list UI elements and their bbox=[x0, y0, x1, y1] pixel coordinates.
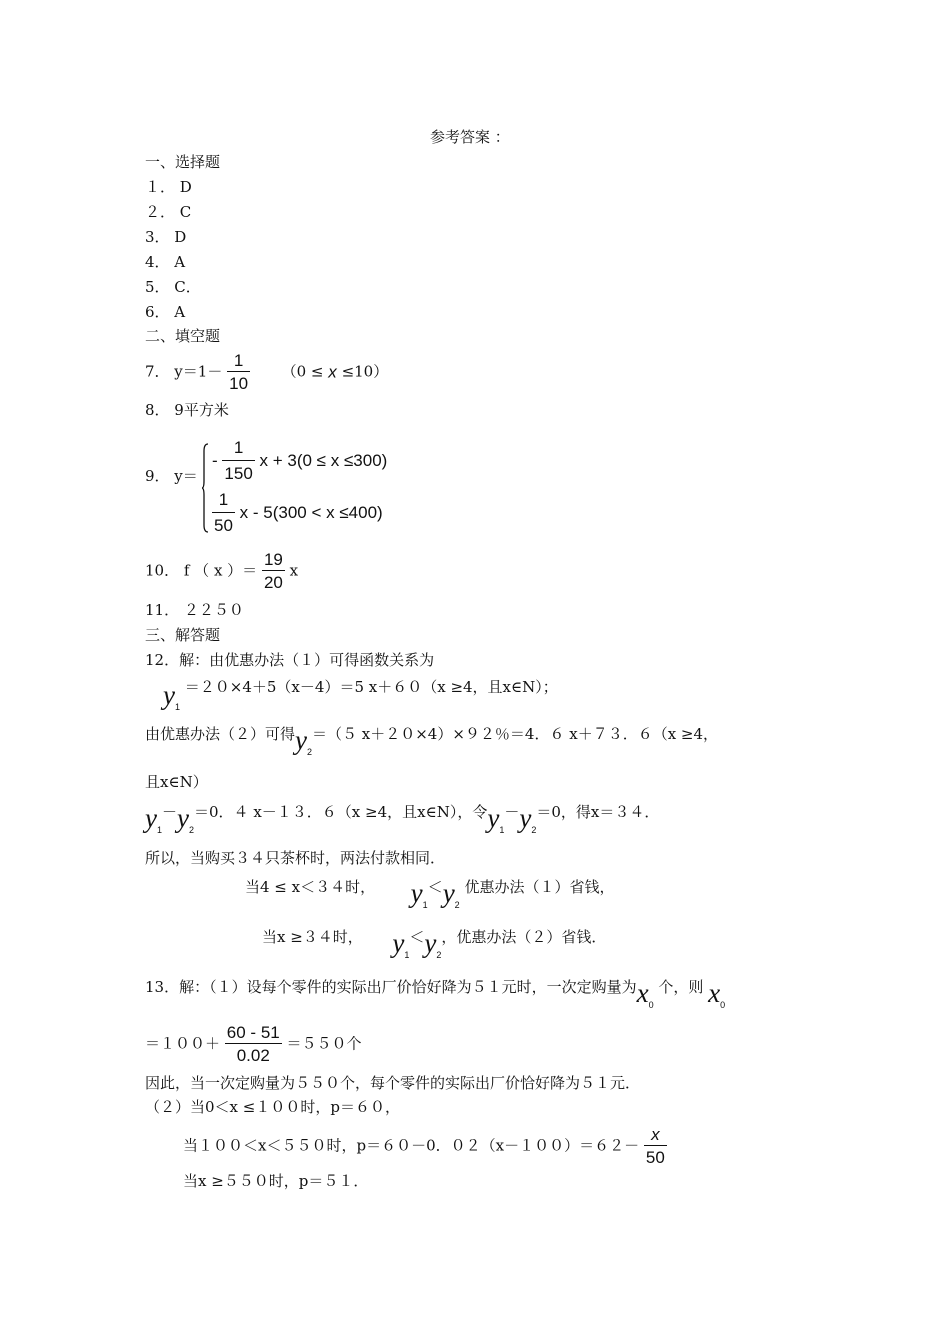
answer-7-fraction bbox=[227, 352, 250, 392]
answer-9-case-2-denominator: 50 bbox=[214, 516, 233, 535]
q13-line-2 bbox=[145, 1024, 362, 1064]
answer-9-case-2-fraction bbox=[212, 490, 235, 536]
answer-9-case-1-numerator: 1 bbox=[222, 438, 254, 461]
answer-9-case-1-sign: - bbox=[212, 451, 218, 470]
y-variable: y bbox=[145, 803, 157, 833]
answer-8: 8． 9平方米 bbox=[145, 401, 229, 419]
y-variable: y bbox=[442, 878, 455, 908]
left-brace-icon bbox=[202, 443, 208, 533]
q12-line-1-text: ＝２０×4＋5（x－4）＝5 x＋６０（x ≥4，且x∈N）； bbox=[184, 678, 558, 696]
q12-line-6 bbox=[245, 880, 614, 910]
q12-line-7-post: ，优惠办法（２）省钱． bbox=[441, 928, 607, 946]
subscript: 1 bbox=[156, 825, 162, 835]
q12-line-7 bbox=[262, 930, 606, 960]
q13-intro: 13．解：（１）设每个零件的实际出厂价恰好降为５１元时，一次定购量为 bbox=[145, 978, 637, 996]
y-variable: y bbox=[410, 878, 423, 908]
q12-line-4-text-a: ＝0．４ x－１３．６（x ≥4，且x∈N），令 bbox=[194, 803, 488, 821]
q12-line-6-pre: 当4 ≤ x＜３４时， bbox=[245, 878, 376, 896]
answer-2: ２． C bbox=[145, 203, 192, 221]
subscript: 2 bbox=[436, 950, 442, 960]
q12-line-2 bbox=[145, 727, 718, 757]
q12-line-4 bbox=[145, 805, 659, 835]
q12-line-7-pre: 当x ≥３４时， bbox=[262, 928, 363, 946]
q12-line-4-text-b: ＝0，得x＝３４． bbox=[536, 803, 660, 821]
answer-10-suffix: x bbox=[289, 561, 299, 580]
subscript: 1 bbox=[174, 702, 180, 712]
x-variable: x bbox=[708, 978, 721, 1008]
q13-line-4: （２）当0＜x ≤１００时，p＝６０， bbox=[145, 1098, 400, 1116]
answer-9-case-1-fraction bbox=[222, 438, 254, 484]
q13-line-5-pre: 当１００＜x＜５５０时，p＝６０－0．０２（x－１００）＝６２－ bbox=[183, 1136, 640, 1155]
q13-equation-post: ＝５５０个 bbox=[286, 1034, 362, 1053]
answer-7-condition-open: （0 ≤ bbox=[281, 362, 324, 381]
less-than-sign: ＜ bbox=[409, 928, 425, 946]
y-variable: y bbox=[163, 680, 175, 710]
minus-sign: － bbox=[504, 803, 520, 821]
subscript: 2 bbox=[531, 825, 537, 835]
page-title: 参考答案 ： bbox=[430, 128, 510, 146]
answer-10-prefix: 10． f （ x ）＝ bbox=[145, 561, 258, 580]
subscript: 1 bbox=[499, 825, 505, 835]
q13-denominator: 0.02 bbox=[236, 1046, 270, 1065]
x-variable: x bbox=[636, 978, 649, 1008]
subscript: 2 bbox=[307, 747, 313, 757]
q12-intro: 12．解：由优惠办法（１）可得函数关系为 bbox=[145, 651, 435, 669]
answer-9-case-1-denominator: 150 bbox=[224, 464, 253, 483]
q13-numerator: 60 - 51 bbox=[226, 1023, 280, 1042]
subscript: 1 bbox=[422, 900, 428, 910]
answer-9-prefix: 9． y＝ bbox=[145, 467, 198, 485]
q12-line-1 bbox=[163, 680, 558, 712]
answer-4: 4． A bbox=[145, 253, 186, 271]
q12-line-2-post: ＝（５ x＋２０×4）×９２％＝4．６ x＋７３．６（x ≥4， bbox=[312, 725, 719, 743]
subscript: 2 bbox=[454, 900, 460, 910]
y-variable: y bbox=[177, 803, 189, 833]
q13-line-3: 因此，当一次定购量为５５０个，每个零件的实际出厂价恰好降为５１元． bbox=[145, 1074, 641, 1092]
section-heading-choice: 一、选择题 bbox=[145, 153, 221, 171]
answer-10-fraction bbox=[262, 551, 285, 591]
answer-1: １． D bbox=[145, 178, 192, 196]
answer-7-prefix: 7． y＝1－ bbox=[145, 362, 223, 381]
answer-10-denominator: 20 bbox=[263, 573, 283, 592]
subscript: 1 bbox=[404, 950, 410, 960]
q13-equation-pre: ＝１００＋ bbox=[145, 1034, 221, 1053]
answer-9-case-2-expression: x - 5(300 < x ≤400) bbox=[239, 503, 383, 522]
y-variable: y bbox=[424, 928, 437, 958]
q13-line-5-fraction bbox=[644, 1126, 667, 1166]
subscript: 2 bbox=[189, 825, 195, 835]
answer-7-numerator: 1 bbox=[227, 352, 250, 372]
answer-10 bbox=[145, 551, 298, 591]
answer-7-variable: x bbox=[328, 362, 337, 382]
q13-line-5-denominator: 50 bbox=[645, 1148, 665, 1167]
answer-9-case-2-numerator: 1 bbox=[212, 490, 235, 513]
y-variable: y bbox=[487, 803, 500, 833]
subscript: 0 bbox=[720, 1000, 726, 1010]
y-variable: y bbox=[519, 803, 532, 833]
answer-7 bbox=[145, 352, 388, 392]
q12-line-6-post: 优惠办法（１）省钱， bbox=[464, 878, 615, 896]
answer-7-condition-close: ≤10） bbox=[341, 362, 389, 381]
q12-line-5: 所以，当购买３４只茶杯时，两法付款相同． bbox=[145, 849, 446, 867]
answer-9-case-2 bbox=[212, 490, 383, 536]
y-variable: y bbox=[295, 725, 307, 755]
answer-3: 3． D bbox=[145, 228, 187, 246]
q13-line-6: 当x ≥５５０时，p＝５１． bbox=[183, 1172, 369, 1190]
answer-9-case-1-expression: x + 3(0 ≤ x ≤300) bbox=[259, 451, 388, 470]
answer-10-numerator: 19 bbox=[263, 550, 283, 569]
q13-fraction bbox=[225, 1024, 282, 1064]
answer-7-denominator: 10 bbox=[229, 374, 249, 393]
q13-mid: 个，则 bbox=[658, 978, 704, 996]
minus-sign: － bbox=[162, 803, 178, 821]
section-heading-fill: 二、填空题 bbox=[145, 327, 221, 345]
answer-11: 11． ２２５０ bbox=[145, 601, 244, 619]
q13-line-5-numerator: x bbox=[644, 1126, 667, 1146]
q12-line-2-pre: 由优惠办法（２）可得 bbox=[145, 725, 296, 743]
q13-line-5 bbox=[183, 1126, 667, 1166]
q12-line-3: 且x∈N） bbox=[145, 773, 208, 791]
answer-9-case-1 bbox=[212, 438, 387, 484]
q13-line-1 bbox=[145, 980, 725, 1010]
answer-6: 6． A bbox=[145, 303, 186, 321]
less-than-sign: ＜ bbox=[427, 878, 443, 896]
section-heading-solve: 三、解答题 bbox=[145, 626, 221, 644]
answer-5: 5． C． bbox=[145, 278, 201, 296]
subscript: 0 bbox=[648, 1000, 654, 1010]
y-variable: y bbox=[392, 928, 405, 958]
